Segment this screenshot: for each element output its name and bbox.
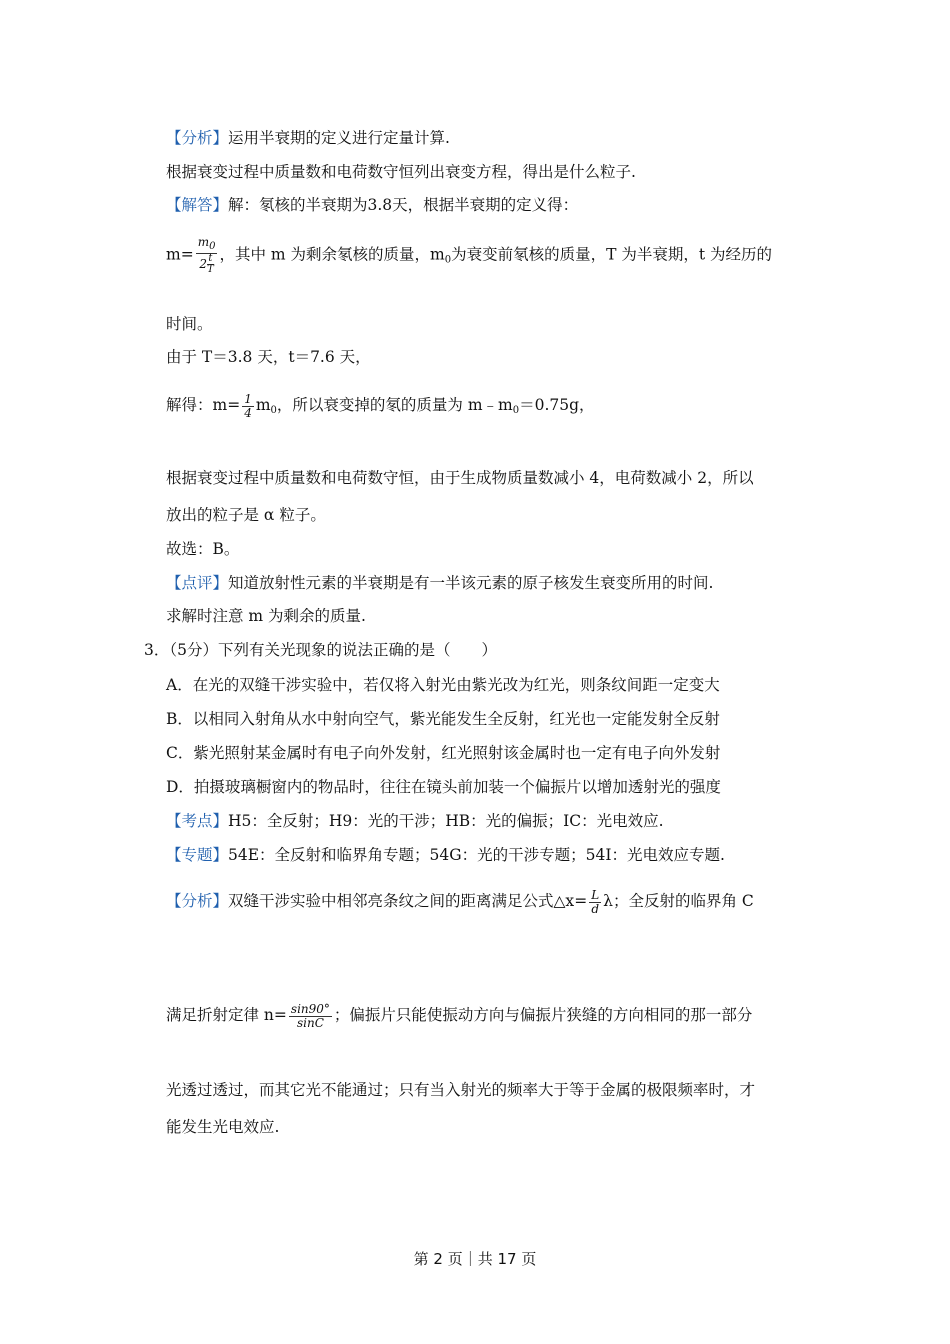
given-line: 由于 T＝3.8 天，t＝7.6 天， <box>166 348 371 366</box>
time-line: 时间。 <box>166 315 213 333</box>
analysis2-line-3: 光透过透过，而其它光不能通过；只有当入射光的频率大于等于金属的极限频率时，才 <box>166 1081 756 1099</box>
analysis2-tag: 【分析】 <box>166 892 229 910</box>
quarter-fraction: $\frac{1}{4}$ <box>244 391 252 420</box>
refraction-line: 满足折射定律 n= $\frac{\sin 90^\circ}{\sin C}$ ；偏振片只能使振动方向与偏振片狭缝的方向相同的那一部分 <box>166 1001 753 1030</box>
page-footer: 第 2 页｜共 17 页 <box>413 1250 537 1268</box>
comment-line-2: 求解时注意 m 为剩余的质量. <box>166 607 366 625</box>
choice-line: 故选：B。 <box>166 540 240 558</box>
zhuanti-line: 【专题】54E：全反射和临界角专题；54G：光的干涉专题；54I：光电效应专题. <box>166 846 725 864</box>
kaodian-tag: 【考点】 <box>166 812 229 830</box>
option-b: B．以相同入射角从水中射向空气，紫光能发生全反射，红光也一定能发射全反射 <box>166 710 720 728</box>
analysis-line-2: 根据衰变过程中质量数和电荷数守恒列出衰变方程，得出是什么粒子. <box>166 163 636 181</box>
answer-line <box>166 195 578 215</box>
refraction-fraction: $\frac{\sin 90^\circ}{\sin C}$ <box>290 1001 330 1030</box>
conservation-line-2: 放出的粒子是 α 粒子。 <box>166 506 326 524</box>
question-text: （5分）下列有关光现象的说法正确的是（ ） <box>169 641 497 659</box>
fringe-fraction: $\frac{L}{d}$ <box>591 887 600 916</box>
half-life-fraction: $m_0$ 2 $\frac{t}{T}$ <box>197 235 216 275</box>
answer-tag: 【解答】 <box>166 196 229 214</box>
question-number: 3． <box>144 641 170 659</box>
analysis-line-1 <box>166 128 450 148</box>
comment-line: 【点评】知道放射性元素的半衰期是有一半该元素的原子核发生衰变所用的时间. <box>166 574 714 592</box>
analysis2-line: 【分析】双缝干涉实验中相邻亮条纹之间的距离满足公式△x= $\frac{L}{d}$ λ；全反射的临界角 C <box>166 887 754 916</box>
formula-half-life: m= $m_0$ 2 $\frac{t}{T}$ ，其中 m 为剩余氡核的质量，$m_0$为衰变前氡核的质量，T 为半衰期，t 为经历的 <box>166 235 773 275</box>
option-c: C．紫光照射某金属时有电子向外发射，红光照射该金属时也一定有电子向外发射 <box>166 744 721 762</box>
answer-text: 解：氡核的半衰期为3.8天，根据半衰期的定义得： <box>228 196 579 214</box>
analysis2-line-4: 能发生光电效应. <box>166 1118 280 1136</box>
solve-line: 解得：m= $\frac{1}{4}$ $m_0$，所以衰变掉的氡的质量为 $m﹣m_0=0.75g$， <box>166 391 595 420</box>
conservation-line-1: 根据衰变过程中质量数和电荷数守恒，由于生成物质量数减小 4，电荷数减小 2，所以 <box>166 469 754 487</box>
option-d: D．拍摄玻璃橱窗内的物品时，往往在镜头前加装一个偏振片以增加透射光的强度 <box>166 778 721 796</box>
comment-tag: 【点评】 <box>166 574 229 592</box>
zhuanti-tag: 【专题】 <box>166 846 229 864</box>
analysis-tag: 【分析】 <box>166 129 229 147</box>
analysis-text: 运用半衰期的定义进行定量计算. <box>228 129 450 147</box>
question-3 <box>144 640 497 660</box>
kaodian-line: 【考点】H5：全反射；H9：光的干涉；HB：光的偏振；IC：光电效应. <box>166 812 664 830</box>
option-a: A．在光的双缝干涉实验中，若仅将入射光由紫光改为红光，则条纹间距一定变大 <box>166 676 720 694</box>
